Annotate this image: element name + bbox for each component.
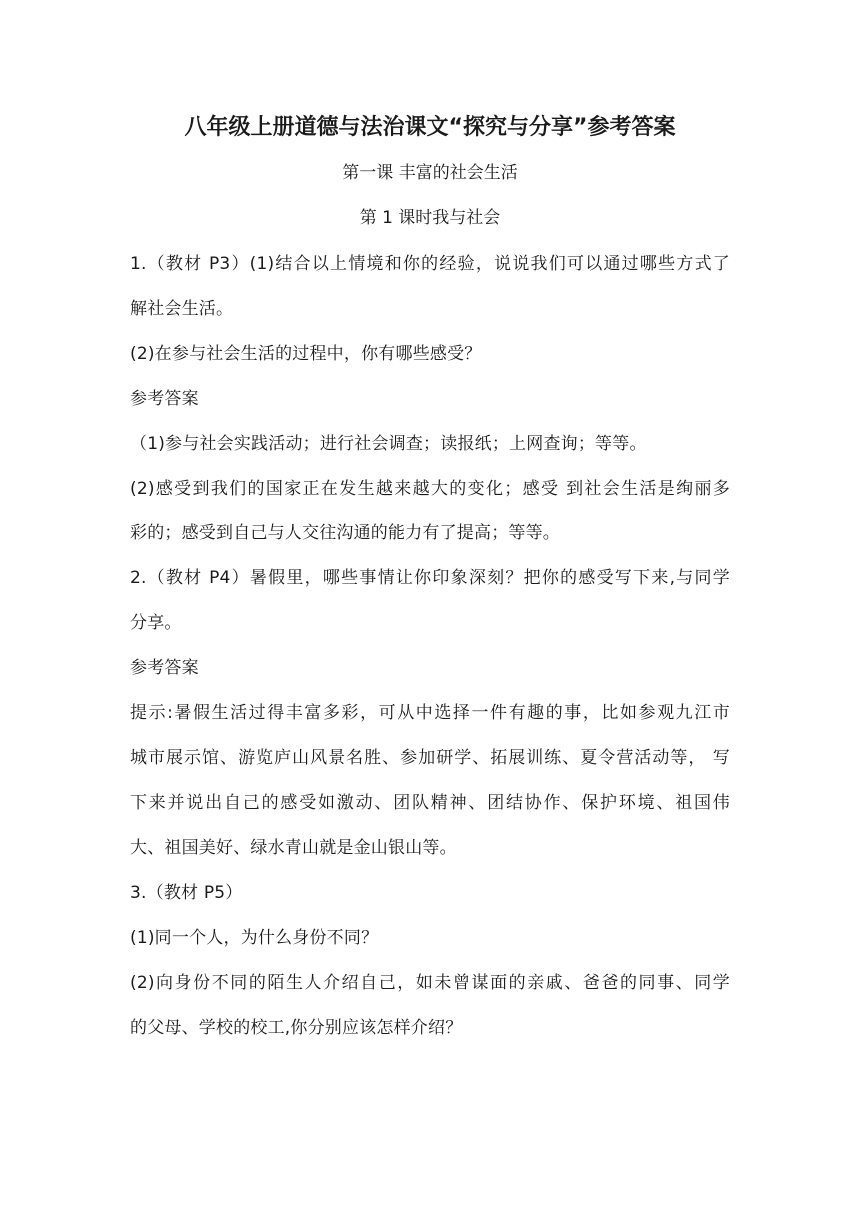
answer-2-line-2: 城市展示馆、游览庐山风景名胜、参加研学、拓展训练、夏令营活动等， 写 <box>130 748 730 768</box>
question-2-line-1: 2.（教材 P4）暑假里，哪些事情让你印象深刻？把你的感受写下来,与同学 <box>130 568 730 588</box>
answer-heading-2: 参考答案 <box>130 658 199 678</box>
answer-2-line-1: 提示:暑假生活过得丰富多彩，可从中选择一件有趣的事，比如参观九江市 <box>130 703 730 723</box>
question-1-line-1: 1.（教材 P3）(1)结合以上情境和你的经验，说说我们可以通过哪些方式了 <box>130 254 730 274</box>
question-3-part-2-line-2: 的父母、学校的校工,你分别应该怎样介绍？ <box>130 1018 463 1038</box>
section-heading: 第 1 课时我与社会 <box>359 208 501 228</box>
answer-1-line-2: (2)感受到我们的国家正在发生越来越大的变化；感受 到社会生活是绚丽多 <box>130 479 730 499</box>
question-2-line-2: 分享。 <box>130 613 182 633</box>
answer-heading-1: 参考答案 <box>130 389 199 409</box>
answer-2-line-4: 大、祖国美好、绿水青山就是金山银山等。 <box>130 838 457 858</box>
question-3-part-1: (1)同一个人，为什么身份不同？ <box>130 928 379 948</box>
answer-2-line-3: 下来并说出自己的感受如激动、团队精神、团结协作、保护环境、祖国伟 <box>130 793 730 813</box>
lesson-heading: 第一课 丰富的社会生活 <box>342 163 518 183</box>
answer-1-line-1: （1)参与社会实践活动；进行社会调查；读报纸；上网查询；等等。 <box>130 434 647 454</box>
answer-1-line-3: 彩的；感受到自己与人交往沟通的能力有了提高；等等。 <box>130 523 560 543</box>
question-3-part-2-line-1: (2)向身份不同的陌生人介绍自己，如未曾谋面的亲戚、爸爸的同事、同学 <box>130 973 730 993</box>
question-3-heading: 3.（教材 P5） <box>130 883 243 903</box>
question-1-line-2: 解社会生活。 <box>130 299 234 319</box>
question-1-part-2: (2)在参与社会生活的过程中，你有哪些感受？ <box>130 344 482 364</box>
document-title: 八年级上册道德与法治课文“探究与分享”参考答案 <box>184 115 676 140</box>
